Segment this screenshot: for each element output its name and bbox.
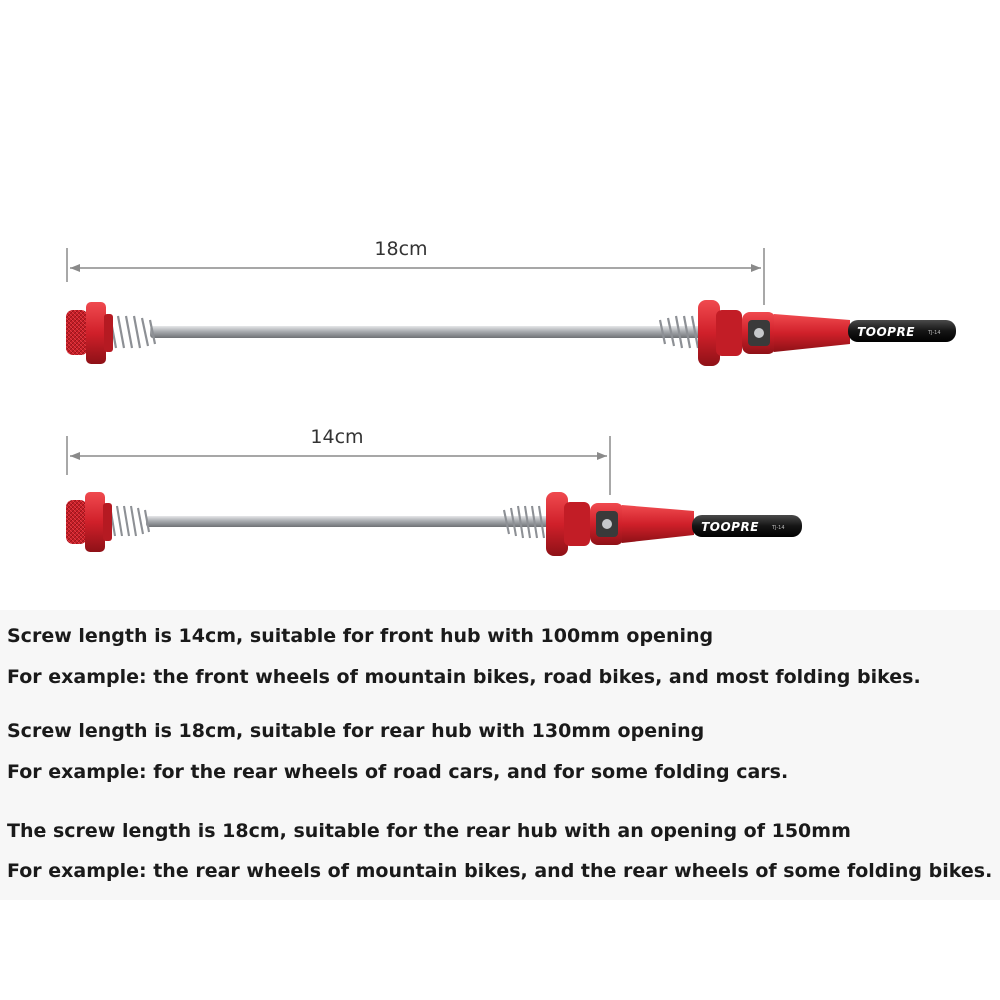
brand-logo-long: TOOPRE bbox=[857, 325, 915, 339]
dimension-14cm bbox=[67, 426, 610, 495]
example-line-rear-hub-130: For example: for the rear wheels of road cars, and for some folding cars. bbox=[7, 761, 789, 783]
description-panel bbox=[0, 610, 1000, 900]
example-line-rear-hub-150: For example: the rear wheels of mountain bikes, and the rear wheels of some folding bikes. bbox=[7, 860, 993, 882]
dimension-18cm bbox=[67, 238, 764, 305]
brand-sub-short: TJ-14 bbox=[772, 525, 785, 531]
spring-left bbox=[110, 316, 155, 348]
spring-left bbox=[110, 506, 149, 536]
spec-line-rear-hub-130: Screw length is 18cm, suitable for rear hub with 130mm opening bbox=[7, 720, 705, 742]
cam-lever-short bbox=[546, 492, 802, 556]
end-nut-left bbox=[66, 492, 112, 552]
dimension-label-18cm: 18cm bbox=[374, 238, 428, 260]
brand-logo-short: TOOPRE bbox=[701, 520, 759, 534]
skewer-short bbox=[66, 492, 802, 556]
spec-line-front-hub: Screw length is 14cm, suitable for front hub with 100mm opening bbox=[7, 625, 714, 647]
skewer-long bbox=[66, 300, 956, 366]
end-nut-left bbox=[66, 302, 113, 364]
dimension-label-14cm: 14cm bbox=[310, 426, 364, 448]
brand-sub-long: TJ-14 bbox=[928, 330, 941, 336]
spec-line-rear-hub-150: The screw length is 18cm, suitable for the rear hub with an opening of 150mm bbox=[7, 820, 851, 842]
cam-lever-long bbox=[698, 300, 956, 366]
example-line-front-hub: For example: the front wheels of mountain bikes, road bikes, and most folding bikes. bbox=[7, 666, 921, 688]
